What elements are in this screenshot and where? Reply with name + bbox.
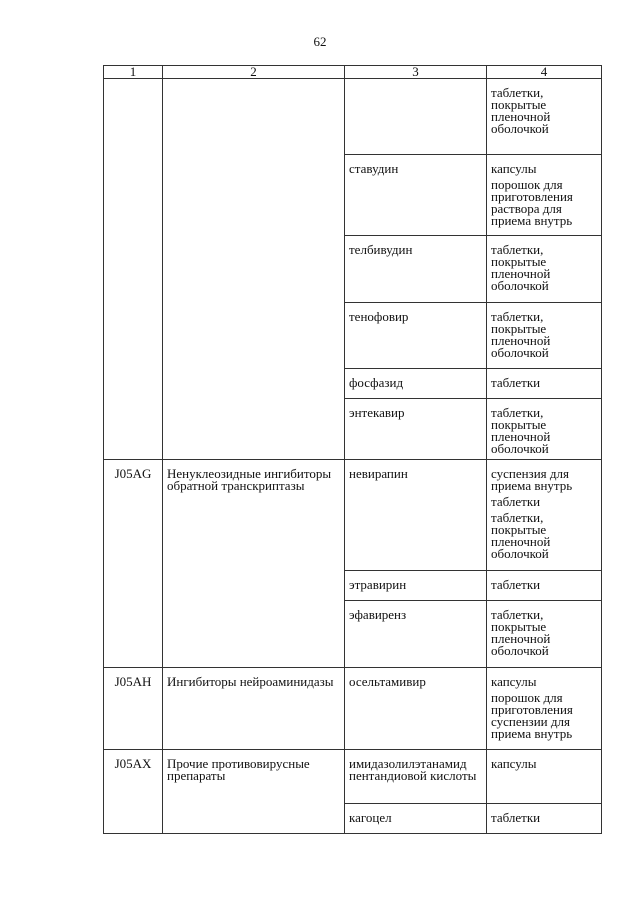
dosage-form-cell — [487, 155, 602, 236]
dosage-form: таблетки — [491, 809, 541, 825]
dosage-form-cell — [487, 302, 602, 368]
drug-name-cell: осельтамивир — [345, 667, 487, 749]
drug-name-cell: фосфазид — [345, 368, 487, 398]
dosage-form-cell — [487, 460, 602, 571]
group-name-cell — [163, 79, 345, 460]
group-name-cell: Ингибиторы нейроаминидазы — [163, 667, 345, 749]
dosage-form-cell — [487, 667, 602, 749]
dosage-form-cell — [487, 571, 602, 601]
drug-name-cell: телбивудин — [345, 236, 487, 302]
column-header: 3 — [345, 66, 487, 79]
atc-code-cell: J05AG — [104, 460, 163, 668]
drug-name-cell: этравирин — [345, 571, 487, 601]
dosage-form: таблетки — [491, 374, 541, 390]
dosage-form: капсулы — [491, 673, 537, 689]
page-number: 62 — [313, 34, 327, 49]
drug-name-cell: тенофовир — [345, 302, 487, 368]
dosage-form-cell — [487, 398, 602, 459]
group-name-cell: Прочие противовирусные препараты — [163, 749, 345, 833]
dosage-form: таблетки, покрытые пленочной оболочкой — [491, 242, 551, 294]
dosage-form-cell — [487, 368, 602, 398]
dosage-form-cell — [487, 803, 602, 833]
atc-code-cell: J05AH — [104, 667, 163, 749]
dosage-form: таблетки, покрытые пленочной оболочкой — [491, 607, 551, 659]
dosage-form: таблетки — [491, 494, 541, 509]
dosage-form: таблетки, покрытые пленочной оболочкой — [491, 85, 551, 137]
table-row — [104, 460, 602, 571]
atc-code-cell: J05AX — [104, 749, 163, 833]
table-row — [104, 749, 602, 803]
group-name-cell: Ненуклеозидные ингибиторы обратной транскриптазы — [163, 460, 345, 668]
dosage-form: капсулы — [491, 161, 537, 177]
drug-name-cell: эфавиренз — [345, 601, 487, 667]
drug-table — [103, 65, 602, 834]
drug-name-cell: невирапин — [345, 460, 487, 571]
drug-name-cell: имидазолилэтанамид пентандиовой кислоты — [345, 749, 487, 803]
dosage-form: таблетки, покрытые пленочной оболочкой — [491, 510, 551, 561]
drug-name-cell: кагоцел — [345, 803, 487, 833]
dosage-form-cell — [487, 601, 602, 667]
dosage-form: суспензия для приема внутрь — [491, 466, 573, 493]
table-header-row — [104, 66, 602, 79]
atc-code-cell — [104, 79, 163, 460]
column-header: 4 — [487, 66, 602, 79]
dosage-form: таблетки — [491, 577, 541, 593]
dosage-form: таблетки, покрытые пленочной оболочкой — [491, 404, 551, 456]
column-header: 1 — [104, 66, 163, 79]
dosage-form: порошок для приготовления раствора для приема внутрь — [491, 177, 573, 229]
drug-name-cell: ставудин — [345, 155, 487, 236]
drug-name-cell — [345, 79, 487, 155]
drug-name-cell: энтекавир — [345, 398, 487, 459]
table-row — [104, 79, 602, 155]
table-row — [104, 667, 602, 749]
column-header: 2 — [163, 66, 345, 79]
dosage-form-cell — [487, 749, 602, 803]
dosage-form: порошок для приготовления суспензии для приема внутрь — [491, 689, 573, 741]
dosage-form-cell — [487, 236, 602, 302]
dosage-form-cell — [487, 79, 602, 155]
dosage-form: таблетки, покрытые пленочной оболочкой — [491, 308, 551, 360]
dosage-form: капсулы — [491, 755, 537, 771]
